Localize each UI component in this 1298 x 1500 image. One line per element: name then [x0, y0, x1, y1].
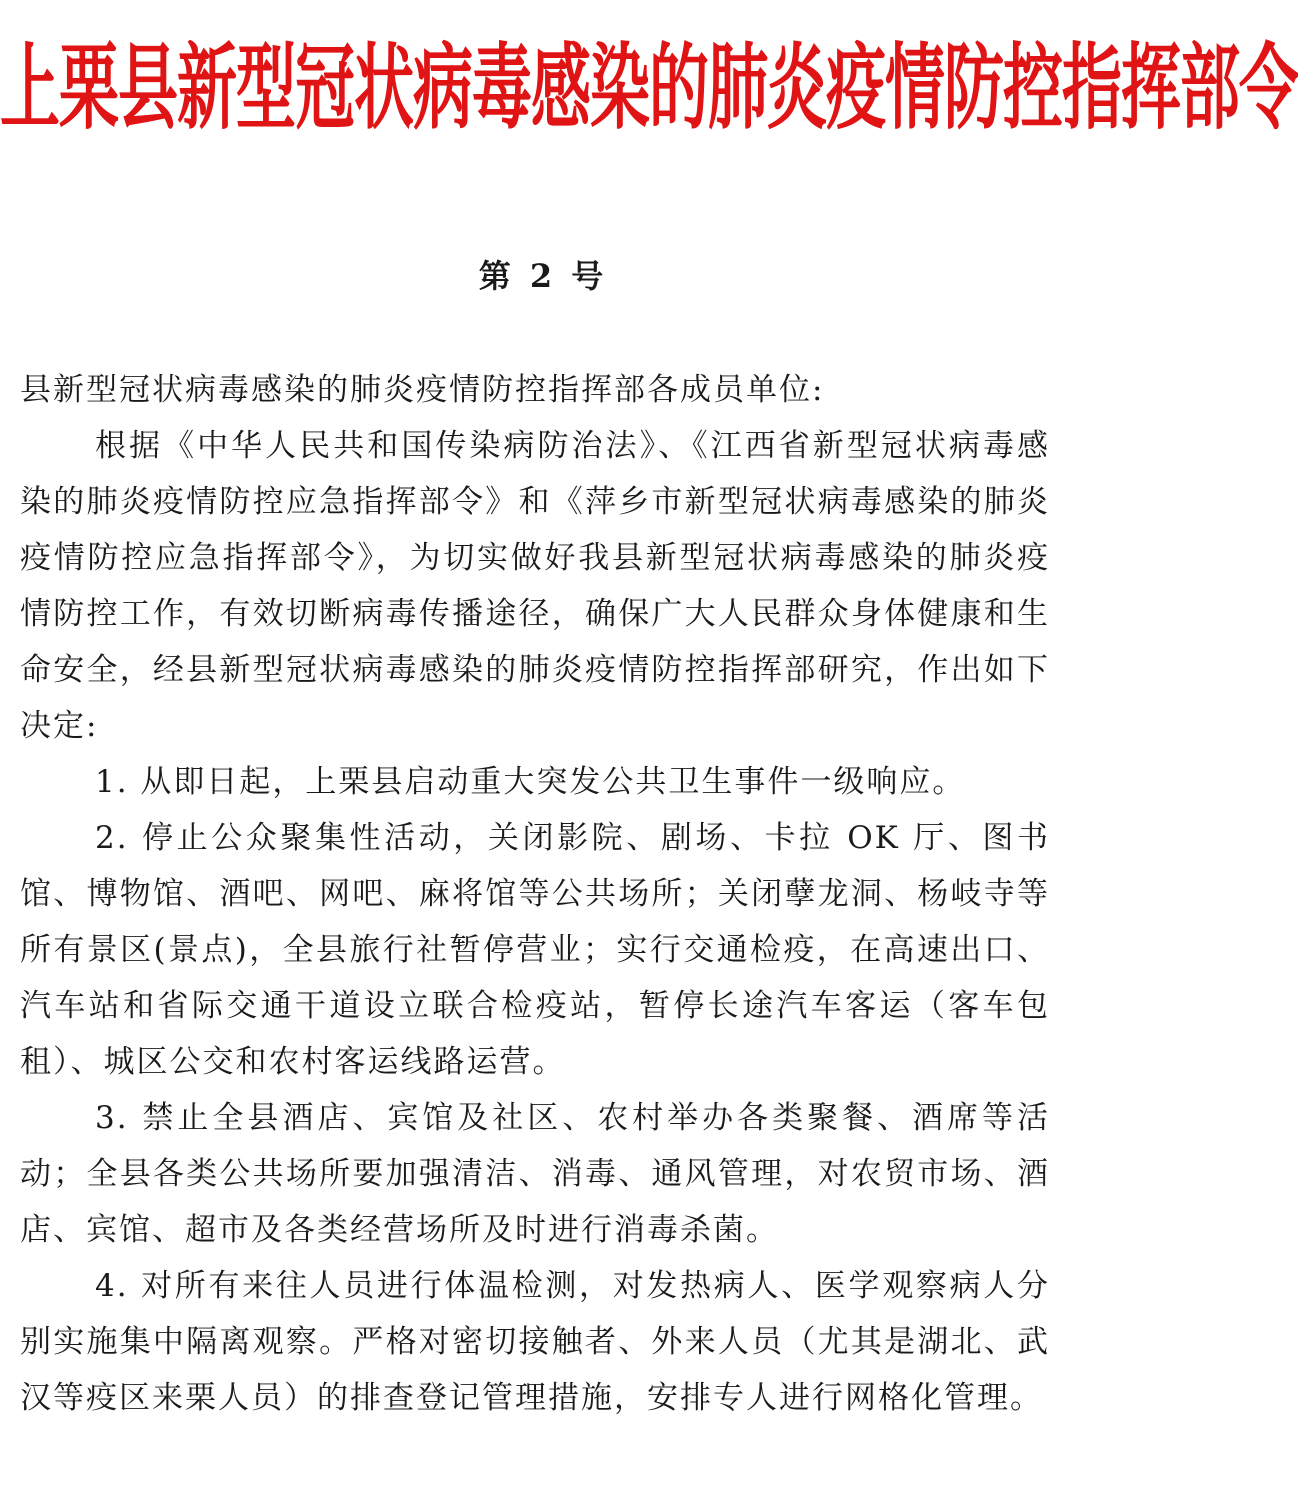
item-1-paragraph: 1. 从即日起，上栗县启动重大突发公共卫生事件一级响应。 [95, 764, 966, 800]
item-4-paragraph: 4. 对所有来往人员进行体温检测，对发热病人、医学观察病人分别实施集中隔离观察。严格对密切接触者、外来人员（尤其是湖北、武汉等疫区来栗人员）的排查登记管理措施，安排专人进行网格化管理。 [20, 1268, 1050, 1416]
document-number: 第 2 号 [478, 257, 608, 295]
item-3-paragraph: 3. 禁止全县酒店、宾馆及社区、农村举办各类聚餐、酒席等活动；全县各类公共场所要加强清洁、消毒、通风管理，对农贸市场、酒店、宾馆、超市及各类经营场所及时进行消毒杀菌。 [20, 1100, 1050, 1248]
preamble-paragraph: 根据《中华人民共和国传染病防治法》、《江西省新型冠状病毒感染的肺炎疫情防控应急指挥部令》和《萍乡市新型冠状病毒感染的肺炎疫情防控应急指挥部令》，为切实做好我县新型冠状病毒感染的肺炎疫情防控工作，有效切断病毒传播途径，确保广大人民群众身体健康和生命安全，经县新型冠状病毒感染的肺炎疫情防控指挥部研究，作出如下决定: [20, 428, 1050, 744]
recipient-line: 县新型冠状病毒感染的肺炎疫情防控指挥部各成员单位: [20, 372, 825, 408]
item-2-paragraph: 2. 停止公众聚集性活动，关闭影院、剧场、卡拉 OK 厅、图书馆、博物馆、酒吧、网吧、麻将馆等公共场所；关闭孽龙洞、杨岐寺等所有景区(景点)，全县旅行社暂停营业；实行交通检疫，在高速出口、汽车站和省际交通干道设立联合检疫站，暂停长途汽车客运（客车包租）、城区公交和农村客运线路运营。 [20, 820, 1050, 1080]
document-title: 上栗县新型冠状病毒感染的肺炎疫情防控指挥部令 [0, 34, 1298, 144]
document-body [20, 362, 1050, 1426]
document-header [0, 14, 1298, 174]
